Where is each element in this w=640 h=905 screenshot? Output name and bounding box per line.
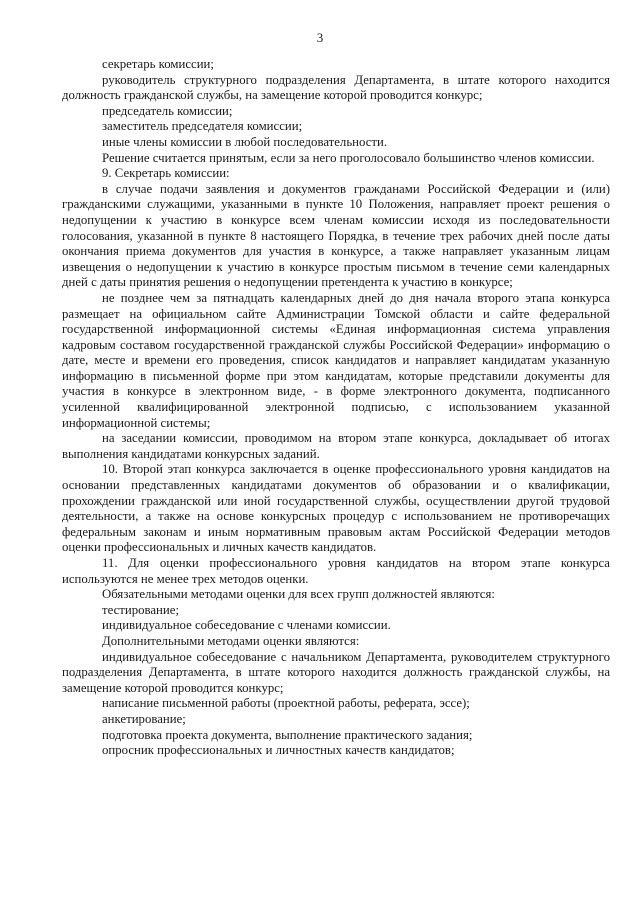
list-item: индивидуальное собеседование с начальником Департамента, руководителем структурного подразделения Департамента, в штате которого находится должность гражданской службы, на замещение которой проводится конкурс; — [62, 649, 610, 695]
section-10: 10. Второй этап конкурса заключается в оценке профессионального уровня кандидатов на основании представленных кандидатами документов об образовании и о квалификации, прохождении гражданской или иной государственной службы, осуществлении другой трудовой деятельности, а также на основе конкурсных процедур с использованием не противоречащих федеральным законам и иным нормативным правовым актам Российской Федерации методов оценки профессиональных и личных качеств кандидатов. — [62, 462, 610, 555]
list-item: индивидуальное собеседование с членами комиссии. — [102, 618, 391, 633]
page-number: 3 — [316, 30, 324, 45]
paragraph: руководитель структурного подразделения Департамента, в штате которого находится должность гражданской службы, на замещение которой проводится конкурс; — [62, 72, 610, 103]
list-item: написание письменной работы (проектной работы, реферата, эссе); — [102, 696, 470, 711]
paragraph: Обязательными методами оценки для всех групп должностей являются: — [102, 587, 495, 602]
paragraph: председатель комиссии; — [102, 103, 233, 118]
paragraph: иные члены комиссии в любой последовательности. — [102, 134, 388, 149]
list-item: подготовка проекта документа, выполнение практического задания; — [102, 727, 473, 742]
list-item: тестирование; — [102, 602, 179, 617]
paragraph: в случае подачи заявления и документов гражданами Российской Федерации и (или) гражданскими служащими, указанными в пункте 10 Положения, направляет проект решения о недопущении к участию в конкурсе всем членам комиссии исходя из последовательности голосования, указанной в пункте 8 настоящего Порядка, в течение трех рабочих дней после даты окончания приема документов для участия в конкурсе, а также направляет указанным лицам извещения о недопущении к участию в конкурсе простым письмом в течение семи календарных дней с даты принятия решения о недопущении претендента к участию в конкурсе; — [62, 181, 610, 290]
section-heading-9: 9. Секретарь комиссии: — [102, 166, 230, 181]
paragraph: Дополнительными методами оценки являются: — [102, 633, 360, 648]
document-body — [62, 57, 610, 759]
paragraph: не позднее чем за пятнадцать календарных дней до дня начала второго этапа конкурса размещает на официальном сайте Администрации Томской области и сайте федеральной государственной информационной системы «Единая информационная система управления кадровым составом государственной гражданской службы Российской Федерации» информацию о дате, месте и времени его проведения, список кандидатов и направляет кандидатам указанную информацию в письменной форме при этом кандидатам, которые представили документы для участия в конкурсе в электронном виде, - в форме электронного документа, подписанного усиленной квалифицированной электронной подписью, с использованием указанной информационной системы; — [62, 290, 610, 430]
list-item: анкетирование; — [102, 711, 186, 726]
paragraph: секретарь комиссии; — [102, 57, 214, 71]
section-11: 11. Для оценки профессионального уровня кандидатов на втором этапе конкурса используются не менее трех методов оценки. — [62, 556, 610, 586]
paragraph: на заседании комиссии, проводимом на втором этапе конкурса, докладывает об итогах выполнения кандидатами конкурсных заданий. — [62, 431, 610, 461]
paragraph: заместитель председателя комиссии; — [102, 119, 303, 134]
list-item: опросник профессиональных и личностных качеств кандидатов; — [102, 743, 455, 758]
paragraph: Решение считается принятым, если за него проголосовало большинство членов комиссии. — [102, 150, 595, 165]
